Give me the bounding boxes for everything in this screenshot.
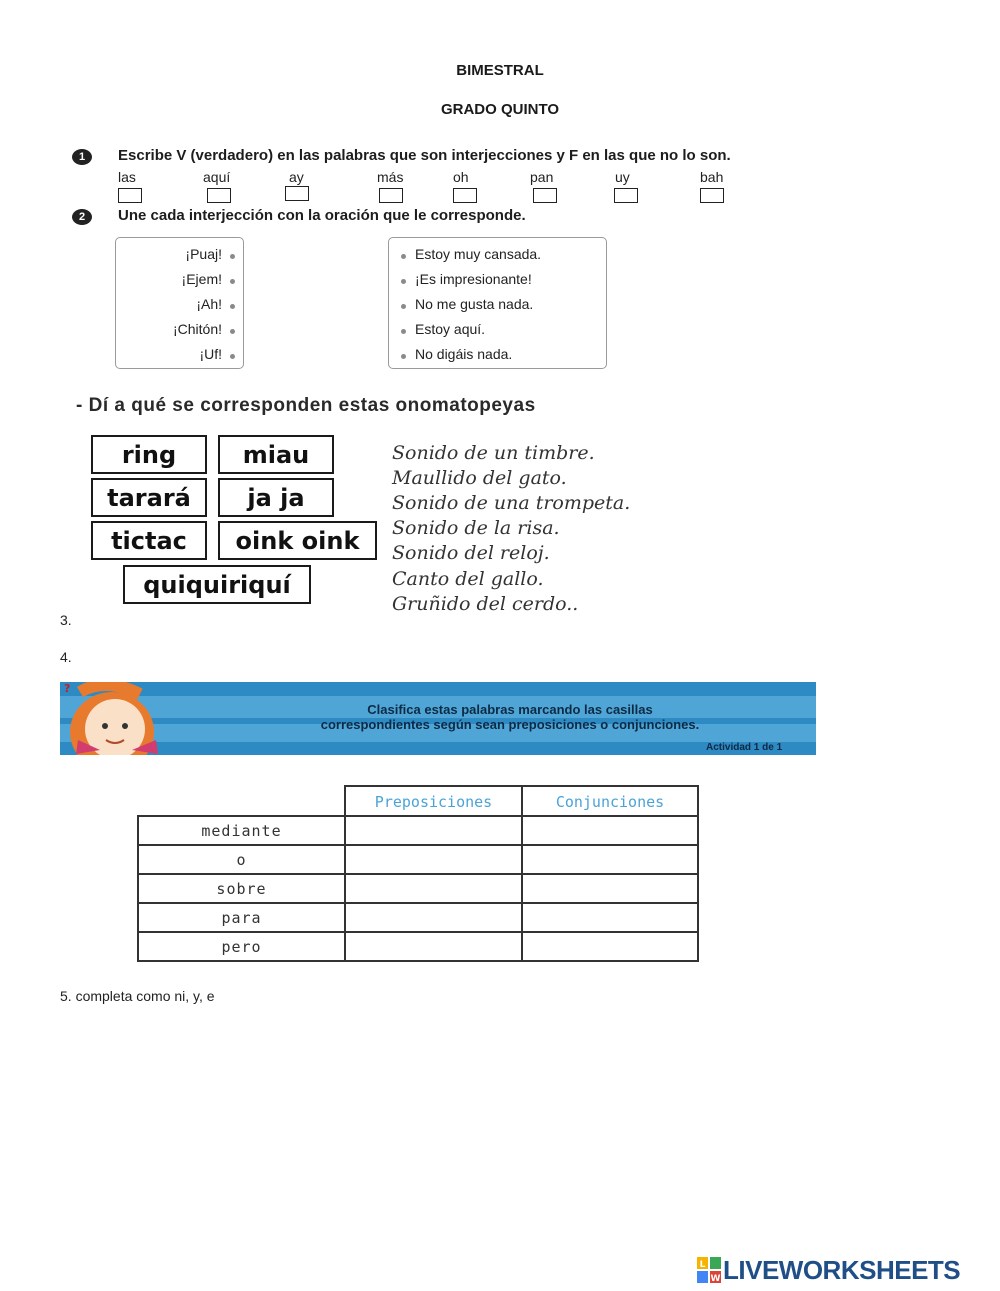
onomatopoeia-meaning: Sonido de un timbre. — [392, 442, 595, 464]
item-3-label: 3. — [60, 612, 72, 628]
answer-checkbox[interactable] — [533, 188, 557, 203]
answer-checkbox[interactable] — [207, 188, 231, 203]
onomatopoeia-meaning: Canto del gallo. — [392, 568, 544, 590]
answer-cell[interactable] — [346, 875, 521, 902]
onomatopoeia-word-box: oink oink — [218, 521, 377, 560]
connection-dot[interactable] — [230, 329, 235, 334]
answer-cell[interactable] — [523, 933, 697, 960]
liveworksheets-logo-text: LIVEWORKSHEETS — [723, 1254, 961, 1285]
connection-dot[interactable] — [401, 354, 406, 359]
interjection-item: ¡Puaj! — [185, 246, 222, 262]
interjection-item: ¡Ah! — [196, 296, 222, 312]
connection-dot[interactable] — [401, 304, 406, 309]
onomatopoeia-word-box: tarará — [91, 478, 207, 517]
sentence-item: Estoy muy cansada. — [415, 246, 542, 262]
logo-mark-letter-w: W — [710, 1274, 721, 1283]
exercise-1-number-badge: 1 — [72, 149, 92, 165]
liveworksheets-logo — [697, 1255, 960, 1285]
liveworksheets-logo-icon — [697, 1257, 721, 1283]
connection-dot[interactable] — [230, 354, 235, 359]
banner-instruction-line-2: correspondientes según sean preposiciones o conjunciones. — [320, 717, 700, 732]
logo-mark-letter-l: L — [699, 1260, 706, 1270]
worksheet-title: BIMESTRAL — [456, 62, 544, 79]
answer-checkbox[interactable] — [614, 188, 638, 203]
worksheet-subtitle: GRADO QUINTO — [440, 101, 560, 118]
answer-checkbox[interactable] — [379, 188, 403, 203]
onomatopoeia-meaning: Sonido de una trompeta. — [392, 492, 631, 514]
onomatopoeia-word-box: ring — [91, 435, 207, 474]
column-header-conjunciones: Conjunciones — [555, 793, 665, 811]
onomatopoeia-meaning: Gruñido del cerdo.. — [392, 593, 579, 615]
exercise-1-word: bah — [700, 169, 724, 185]
exercise-2-instruction: Une cada interjección con la oración que le corresponde. — [118, 207, 526, 224]
onomatopoeia-meaning: Maullido del gato. — [392, 467, 567, 489]
table-row-label: sobre — [216, 880, 267, 898]
onomatopoeia-word-box: miau — [218, 435, 334, 474]
connection-dot[interactable] — [401, 279, 406, 284]
activity-banner — [60, 682, 816, 755]
exercise-1-word: uy — [615, 169, 630, 185]
sentence-item: No digáis nada. — [415, 346, 513, 362]
item-5-label: 5. completa como ni, y, e — [60, 988, 215, 1004]
interjection-item: ¡Chitón! — [172, 321, 222, 337]
sentence-item: Estoy aquí. — [415, 321, 486, 337]
onomatopoeia-word-box: tictac — [91, 521, 207, 560]
connection-dot[interactable] — [230, 279, 235, 284]
answer-checkbox[interactable] — [285, 186, 309, 201]
sentence-item: No me gusta nada. — [415, 296, 534, 312]
answer-cell[interactable] — [346, 933, 521, 960]
table-row-label: o — [236, 851, 247, 869]
column-header-preposiciones: Preposiciones — [374, 793, 493, 811]
exercise-1-word: más — [377, 169, 404, 185]
onomatopoeia-word-box: quiquiriquí — [123, 565, 311, 604]
table-row-label: para — [221, 909, 262, 927]
banner-activity-counter: Actividad 1 de 1 — [706, 742, 783, 753]
connection-dot[interactable] — [401, 329, 406, 334]
answer-cell[interactable] — [523, 817, 697, 844]
interjection-item: ¡Ejem! — [181, 271, 222, 287]
sentence-item: ¡Es impresionante! — [415, 271, 532, 287]
connection-dot[interactable] — [230, 254, 235, 259]
interjection-item: ¡Uf! — [199, 346, 222, 362]
onomatopoeia-word-box: ja ja — [218, 478, 334, 517]
banner-instruction-line-1: Clasifica estas palabras marcando las casillas — [367, 702, 653, 717]
table-row-label: pero — [221, 938, 262, 956]
exercise-1-word: pan — [530, 169, 554, 185]
item-4-label: 4. — [60, 649, 72, 665]
answer-cell[interactable] — [346, 904, 521, 931]
answer-cell[interactable] — [523, 904, 697, 931]
exercise-1-word: las — [118, 169, 136, 185]
exercise-1-word: aquí — [203, 169, 231, 185]
answer-cell[interactable] — [346, 817, 521, 844]
connection-dot[interactable] — [401, 254, 406, 259]
answer-checkbox[interactable] — [700, 188, 724, 203]
girl-character-icon — [60, 682, 170, 755]
onomatopoeia-meaning: Sonido del reloj. — [392, 542, 550, 564]
answer-cell[interactable] — [523, 875, 697, 902]
svg-text:?: ? — [64, 682, 71, 695]
exercise-2-number-badge: 2 — [72, 209, 92, 225]
answer-cell[interactable] — [346, 846, 521, 873]
exercise-1-word: ay — [289, 169, 304, 185]
connection-dot[interactable] — [230, 304, 235, 309]
onomatopoeia-heading: - Dí a qué se corresponden estas onomatopeyas — [76, 395, 536, 416]
table-row-label: mediante — [201, 822, 282, 840]
classification-table — [137, 785, 702, 965]
answer-cell[interactable] — [523, 846, 697, 873]
answer-checkbox[interactable] — [118, 188, 142, 203]
exercise-1-instruction: Escribe V (verdadero) en las palabras que son interjecciones y F en las que no lo son. — [118, 147, 731, 164]
exercise-1-word: oh — [453, 169, 469, 185]
onomatopoeia-meaning: Sonido de la risa. — [392, 517, 560, 539]
answer-checkbox[interactable] — [453, 188, 477, 203]
